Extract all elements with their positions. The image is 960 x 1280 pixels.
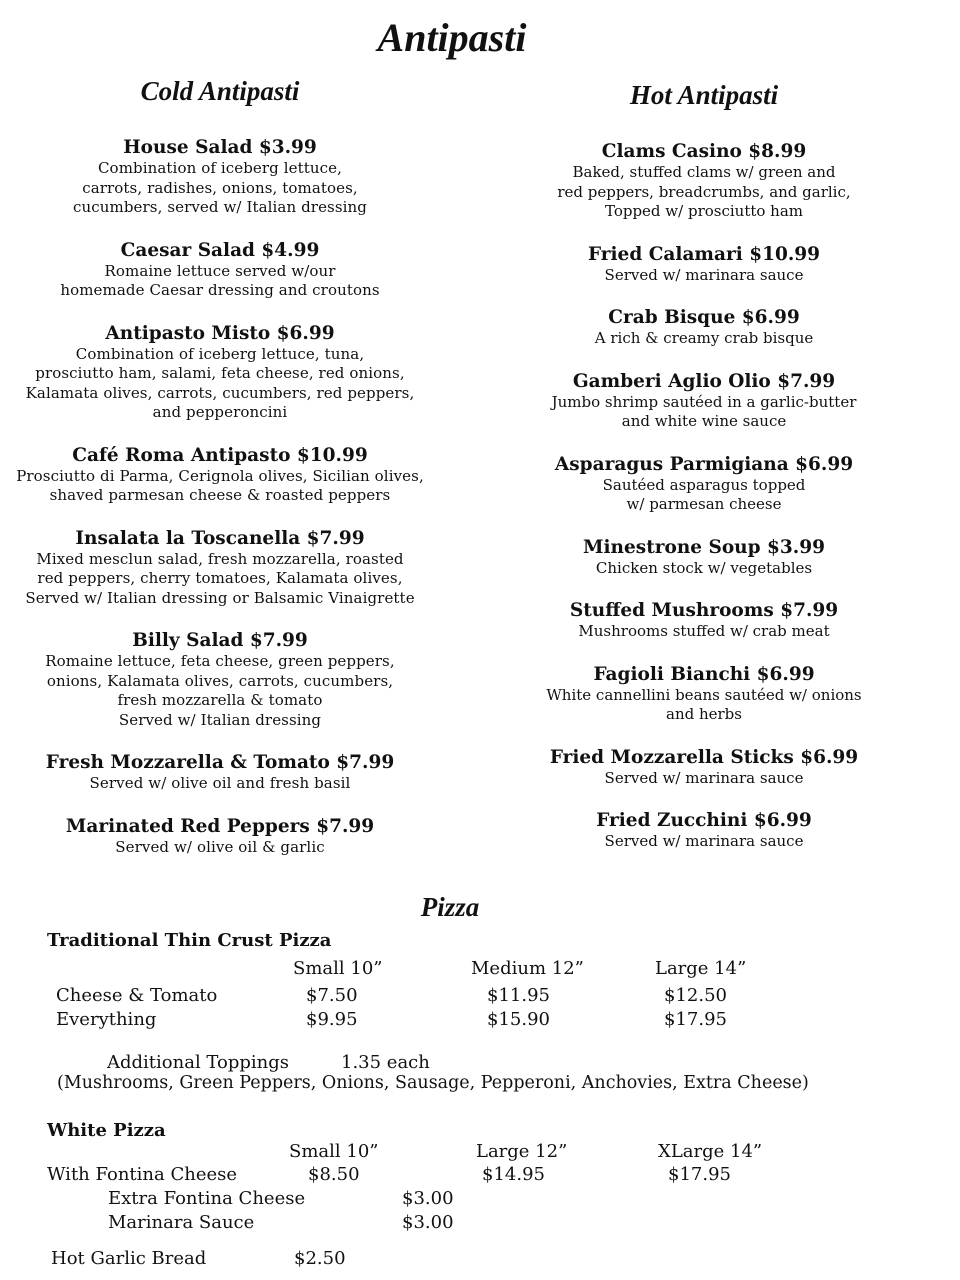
menu-item-name: Billy Salad $7.99 [132, 630, 308, 651]
size-small: Small 10” [293, 958, 383, 979]
pizza-price: $11.95 [487, 985, 550, 1006]
menu-item [484, 371, 924, 432]
menu-item [484, 747, 924, 789]
menu-item-name: Fried Mozzarella Sticks $6.99 [549, 746, 859, 768]
menu-item-description: homemade Caesar dressing and croutons [60, 281, 380, 299]
extra-price: $3.00 [402, 1188, 454, 1209]
menu-item [0, 445, 440, 506]
menu-item-name: House Salad $3.99 [123, 137, 317, 158]
menu-item-description: White cannellini beans sautéed w/ onions [546, 685, 862, 704]
menu-item-description: onions, Kalamata olives, carrots, cucumbers, [46, 671, 394, 690]
pizza-price: $17.95 [664, 1009, 727, 1030]
pizza-price: $9.95 [306, 1009, 358, 1030]
menu-item-name: Antipasto Misto $6.99 [105, 322, 335, 344]
extra-price: $3.00 [402, 1212, 454, 1233]
garlic-bread-name: Hot Garlic Bread [51, 1248, 207, 1269]
menu-item [484, 664, 924, 725]
menu-item [0, 137, 440, 218]
menu-item-name: Minestrone Soup $3.99 [583, 536, 825, 558]
menu-item-name: Marinated Red Peppers $7.99 [65, 815, 375, 837]
pizza-price: $8.50 [308, 1164, 360, 1185]
menu-item-description: w/ parmesan cheese [626, 495, 782, 513]
menu-item-name: Fried Calamari $10.99 [587, 243, 821, 265]
menu-item-description: Prosciutto di Parma, Cerignola olives, Sicilian olives, [16, 466, 424, 485]
menu-item [0, 528, 440, 609]
menu-item [484, 454, 924, 515]
toppings-label: Additional Toppings [107, 1052, 290, 1073]
size-medium: Medium 12” [471, 958, 584, 979]
garlic-bread-price: $2.50 [294, 1248, 346, 1269]
size-large: Large 14” [655, 958, 747, 979]
menu-item-description: and white wine sauce [621, 412, 787, 430]
menu-item-description: Combination of iceberg lettuce, [97, 159, 342, 177]
pizza-price: $15.90 [487, 1009, 550, 1030]
menu-item [0, 240, 440, 301]
menu-item-description: Combination of iceberg lettuce, tuna, [75, 344, 365, 363]
pizza-price: $14.95 [482, 1164, 545, 1185]
menu-item-description: red peppers, cherry tomatoes, Kalamata olives, [37, 569, 403, 587]
pizza-price: $7.50 [306, 985, 358, 1006]
white-pizza-row-name: With Fontina Cheese [47, 1164, 238, 1185]
size-large: Large 12” [476, 1141, 568, 1162]
menu-item-description: Served w/ marinara sauce [604, 768, 804, 787]
menu-item-name: Café Roma Antipasto $10.99 [72, 444, 368, 466]
cold-antipasti-column [0, 76, 440, 879]
page-title: Antipasti [377, 15, 527, 60]
menu-item-description: Romaine lettuce served w/our [104, 261, 336, 280]
traditional-pizza-label: Traditional Thin Crust Pizza [47, 930, 332, 951]
menu-item-description: Sautéed asparagus topped [602, 475, 806, 494]
menu-item-description: prosciutto ham, salami, feta cheese, red onions, [35, 364, 405, 382]
menu-item-description: and pepperoncini [152, 403, 288, 421]
menu-item-description: Topped w/ prosciutto ham [604, 202, 804, 220]
menu-item-description: fresh mozzarella & tomato [117, 691, 323, 709]
menu-item-description: Baked, stuffed clams w/ green and [572, 163, 836, 181]
menu-item-name: Fagioli Bianchi $6.99 [593, 663, 815, 685]
menu-item-description: shaved parmesan cheese & roasted peppers [49, 486, 391, 504]
menu-item [0, 630, 440, 730]
hot-antipasti-heading: Hot Antipasti [629, 80, 779, 110]
size-small: Small 10” [289, 1141, 379, 1162]
menu-item-description: Mixed mesclun salad, fresh mozzarella, roasted [36, 549, 404, 568]
white-pizza-label: White Pizza [47, 1120, 166, 1141]
menu-item [0, 323, 440, 423]
cold-items-list [0, 137, 440, 857]
pizza-row-name: Cheese & Tomato [56, 985, 218, 1006]
menu-item-name: Fried Zucchini $6.99 [596, 810, 812, 831]
toppings-price: 1.35 each [341, 1052, 430, 1073]
menu-item-name: Clams Casino $8.99 [601, 141, 807, 162]
menu-item-description: Chicken stock w/ vegetables [595, 558, 813, 577]
menu-item-description: Served w/ Italian dressing [118, 710, 322, 729]
menu-item-description: A rich & creamy crab bisque [594, 329, 814, 347]
extra-name: Extra Fontina Cheese [108, 1188, 306, 1209]
menu-item-description: cucumbers, served w/ Italian dressing [72, 198, 368, 216]
toppings-list: (Mushrooms, Green Peppers, Onions, Sausage, Pepperoni, Anchovies, Extra Cheese) [57, 1073, 809, 1093]
pizza-row-name: Everything [56, 1009, 157, 1030]
menu-item-description: Served w/ olive oil and fresh basil [89, 774, 351, 792]
menu-item-name: Insalata la Toscanella $7.99 [75, 527, 365, 549]
menu-item-description: Mushrooms stuffed w/ crab meat [578, 622, 830, 640]
menu-item-description: Jumbo shrimp sautéed in a garlic-butter [551, 392, 857, 411]
menu-item-description: Served w/ Italian dressing or Balsamic Vinaigrette [25, 588, 415, 607]
hot-items-list [484, 141, 924, 852]
pizza-price: $17.95 [668, 1164, 731, 1185]
menu-item-description: Served w/ olive oil & garlic [115, 837, 325, 856]
extra-name: Marinara Sauce [108, 1212, 255, 1233]
menu-item [484, 141, 924, 222]
cold-antipasti-heading: Cold Antipasti [140, 76, 300, 106]
menu-item [484, 244, 924, 286]
menu-item [0, 752, 440, 794]
pizza-price: $12.50 [664, 985, 727, 1006]
menu-item [484, 810, 924, 852]
menu-item-description: Served w/ marinara sauce [604, 832, 804, 850]
menu-item-name: Gamberi Aglio Olio $7.99 [572, 370, 836, 392]
pizza-title: Pizza [420, 892, 480, 922]
menu-item-description: and herbs [666, 705, 742, 723]
menu-item [0, 816, 440, 858]
menu-item-description: carrots, radishes, onions, tomatoes, [82, 178, 358, 197]
menu-item [484, 537, 924, 579]
menu-item-name: Stuffed Mushrooms $7.99 [569, 600, 839, 621]
hot-antipasti-column [484, 80, 924, 874]
menu-item-description: Kalamata olives, carrots, cucumbers, red peppers, [25, 383, 415, 402]
menu-item-name: Caesar Salad $4.99 [120, 239, 320, 261]
menu-item-description: Served w/ marinara sauce [604, 265, 804, 284]
menu-item-name: Asparagus Parmigiana $6.99 [554, 453, 854, 475]
size-xlarge: XLarge 14” [658, 1141, 763, 1162]
menu-item-description: Romaine lettuce, feta cheese, green peppers, [45, 652, 395, 670]
menu-item-name: Fresh Mozzarella & Tomato $7.99 [45, 752, 395, 773]
menu-item [484, 307, 924, 349]
menu-item-name: Crab Bisque $6.99 [608, 307, 800, 328]
menu-item-description: red peppers, breadcrumbs, and garlic, [557, 182, 851, 201]
menu-item [484, 600, 924, 642]
